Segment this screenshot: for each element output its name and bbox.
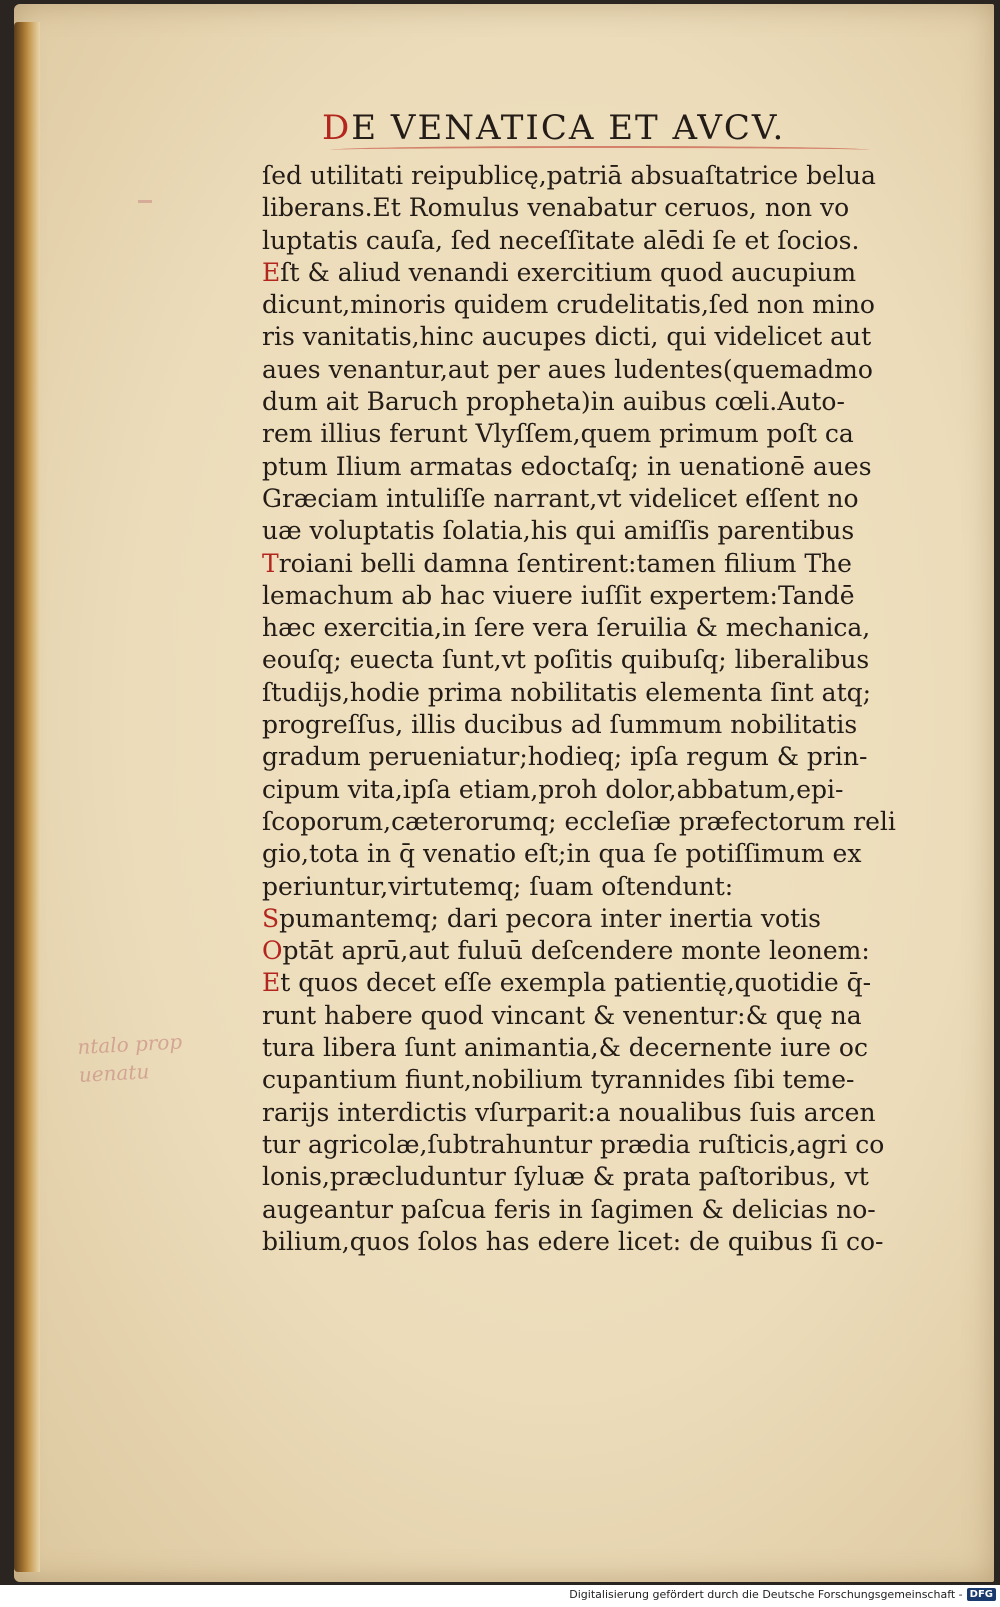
margin-annotation [77, 1023, 270, 1089]
text-line: cipum vita,ipſa etiam,proh dolor,abbatum,epi- [262, 774, 844, 804]
text-line: ſed utilitati reipublicę,patriā absuaſtatrice belua [262, 161, 876, 190]
text-line: uæ voluptatis ſolatia,his qui amiſſis parentibus [262, 516, 855, 546]
text-line: runt habere quod vincant & venentur:& quę na [262, 1000, 862, 1030]
text-line: gio,tota in q̄ venatio eſt;in qua ſe potiſſimum ex [262, 839, 862, 869]
rubricated-initial: O [262, 936, 283, 966]
text-line: lemachum ab hac viuere iuſſit expertem:Tandē [262, 580, 855, 610]
footer-text: Digitalisierung gefördert durch die Deutsche Forschungsgemeinschaft - [569, 1588, 963, 1601]
text-line: eouſq; euecta ſunt,vt poſitis quibuſq; liberalibus [262, 645, 870, 675]
footer-credit [569, 1588, 996, 1601]
text-line: Et quos decet eſſe exempla patientię,quotidie q̄- [262, 968, 872, 998]
text-line: ſcoporum,cæterorumq; eccleſiæ præfectorum reli [262, 806, 896, 836]
rubricated-initial: E [262, 968, 281, 998]
dfg-logo: DFG [967, 1588, 996, 1601]
rubricated-initial: E [262, 257, 281, 287]
text-line: dum ait Baruch propheta)in auibus cœli.Auto- [262, 387, 845, 417]
rubricated-initial: S [262, 903, 280, 933]
text-line: tur agricolæ,ſubtrahuntur prædia ruſticis,agri co [262, 1129, 885, 1159]
margin-mark [138, 200, 152, 203]
text-line: Troiani belli damna ſentirent:tamen filium The [262, 548, 852, 578]
header-underline [330, 146, 870, 154]
margin-note-line: uenatu [78, 1059, 150, 1087]
header-text: E VENATICA ET AVCV. [351, 108, 786, 148]
text-line: Græciam intuliſſe narrant,vt videlicet eſſent no [262, 483, 859, 513]
text-line: tura libera ſunt animantia,& decernente iure oc [262, 1033, 868, 1063]
text-line: rem illius ferunt Vlyſſem,quem primum poſt ca [262, 419, 854, 449]
text-line: Spumantemq; dari pecora inter inertia votis [262, 903, 821, 933]
text-line: hæc exercitia,in ſere vera ſeruilia & mechanica, [262, 613, 871, 643]
text-block [262, 160, 962, 1258]
text-line: gradum perueniatur;hodieq; ipſa regum & prin- [262, 742, 868, 772]
running-header [322, 108, 785, 148]
margin-note-line: ntalo prop [76, 1029, 183, 1059]
text-line: periuntur,virtutemq; ſuam oſtendunt: [262, 871, 734, 901]
text-line: augeantur paſcua feris in ſagimen & delicias no- [262, 1194, 876, 1224]
text-line: aues venantur,aut per aues ludentes(quemadmo [262, 354, 873, 384]
text-line: ſtudijs,hodie prima nobilitatis elementa ſint atq; [262, 677, 872, 707]
text-line: rarijs interdictis vſurparit:a noualibus ſuis arcen [262, 1097, 876, 1127]
text-line: Eſt & aliud venandi exercitium quod aucupium [262, 257, 857, 287]
text-line: bilium,quos ſolos has edere licet: de quibus ſi co- [262, 1226, 884, 1256]
text-line: Optāt aprū,aut fuluū deſcendere monte leonem: [262, 936, 870, 966]
text-line: cupantium fiunt,nobilium tyrannides ſibi teme- [262, 1065, 855, 1095]
text-line: luptatis cauſa, ſed neceſſitate alēdi ſe et ſocios. [262, 225, 860, 255]
text-line: ptum Ilium armatas edoctaſq; in uenationē aues [262, 451, 872, 481]
header-initial: D [322, 108, 352, 148]
text-line: liberans.Et Romulus venabatur ceruos, non vo [262, 193, 850, 223]
text-line: dicunt,minoris quidem crudelitatis,ſed non mino [262, 290, 875, 320]
book-spine [14, 22, 40, 1572]
text-line: ris vanitatis,hinc aucupes dicti, qui videlicet aut [262, 322, 872, 352]
text-line: progreſſus, illis ducibus ad ſummum nobilitatis [262, 710, 858, 740]
rubricated-initial: T [262, 548, 279, 578]
text-line: lonis,præcluduntur ſyluæ & prata paſtoribus, vt [262, 1162, 869, 1192]
